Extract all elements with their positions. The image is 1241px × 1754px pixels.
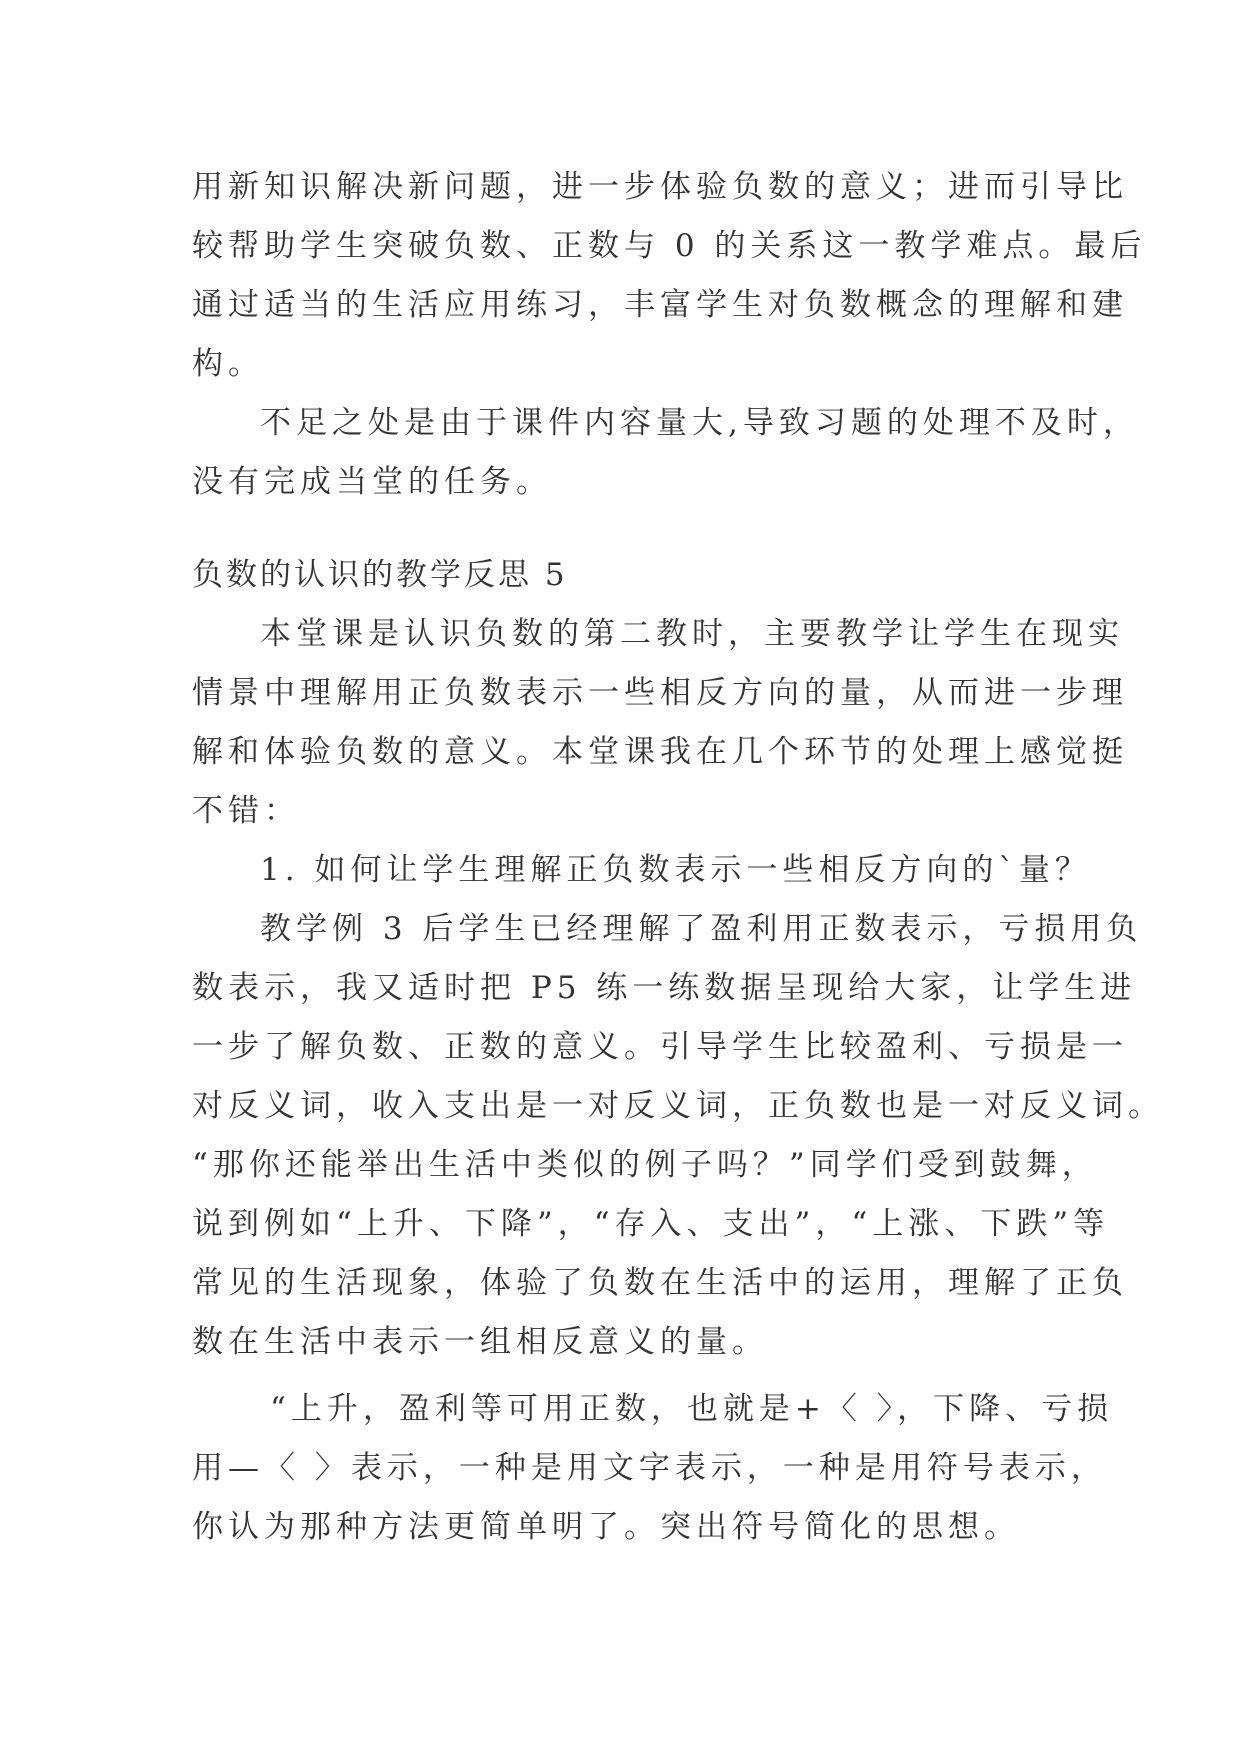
text-line: 本堂课是认识负数的第二教时，主要教学让学生在现实 xyxy=(260,616,1124,652)
text-line: 用—〈 〉表示，一种是用文字表示，一种是用符号表示， xyxy=(192,1450,1107,1486)
text-line: 用新知识解决新问题，进一步体验负数的意义；进而引导比 xyxy=(192,169,1128,205)
text-line: 数表示，我又适时把 P5 练一练数据呈现给大家，让学生进 xyxy=(192,970,1137,1006)
text-line: 较帮助学生突破负数、正数与 0 的关系这一教学难点。最后 xyxy=(192,228,1147,264)
text-line: 构。 xyxy=(192,346,264,382)
text-line: 教学例 3 后学生已经理解了盈利用正数表示，亏损用负 xyxy=(260,911,1143,947)
text-line: 常见的生活现象，体验了负数在生活中的运用，理解了正负 xyxy=(192,1265,1128,1301)
paragraph xyxy=(192,158,1147,394)
document-body xyxy=(192,158,1164,1557)
text-line: 说到例如“上升、下降”，“存入、支出”，“上涨、下跌”等 xyxy=(192,1206,1110,1242)
paragraph xyxy=(192,900,1164,1372)
text-line: 没有完成当堂的任务。 xyxy=(192,464,552,500)
text-line: 情景中理解用正负数表示一些相反方向的量，从而进一步理 xyxy=(192,675,1128,711)
text-line: 一步了解负数、正数的意义。引导学生比较盈利、亏损是一 xyxy=(192,1029,1128,1065)
paragraph xyxy=(192,605,1128,841)
paragraph xyxy=(192,394,1139,512)
list-item: 1. 如何让学生理解正负数表示一些相反方向的`量？ xyxy=(260,852,1091,888)
text-line: 不足之处是由于课件内容量大,导致习题的处理不及时， xyxy=(260,405,1139,441)
paragraph xyxy=(192,1380,1114,1557)
text-line: 不错： xyxy=(192,793,300,829)
text-line: 你认为那种方法更简单明了。突出符号简化的思想。 xyxy=(192,1509,1020,1545)
text-line: 数在生活中表示一组相反意义的量。 xyxy=(192,1324,768,1360)
text-line: “上升，盈利等可用正数，也就是+〈 〉，下降、亏损 xyxy=(270,1391,1114,1427)
text-line: 解和体验负数的意义。本堂课我在几个环节的处理上感觉挺 xyxy=(192,734,1128,770)
text-line: “那你还能举出生活中类似的例子吗？”同学们受到鼓舞， xyxy=(192,1147,1098,1183)
section-title: 负数的认识的教学反思 5 xyxy=(192,557,568,593)
text-line: 对反义词，收入支出是一对反义词，正负数也是一对反义词。 xyxy=(192,1088,1164,1124)
text-line: 通过适当的生活应用练习，丰富学生对负数概念的理解和建 xyxy=(192,287,1128,323)
